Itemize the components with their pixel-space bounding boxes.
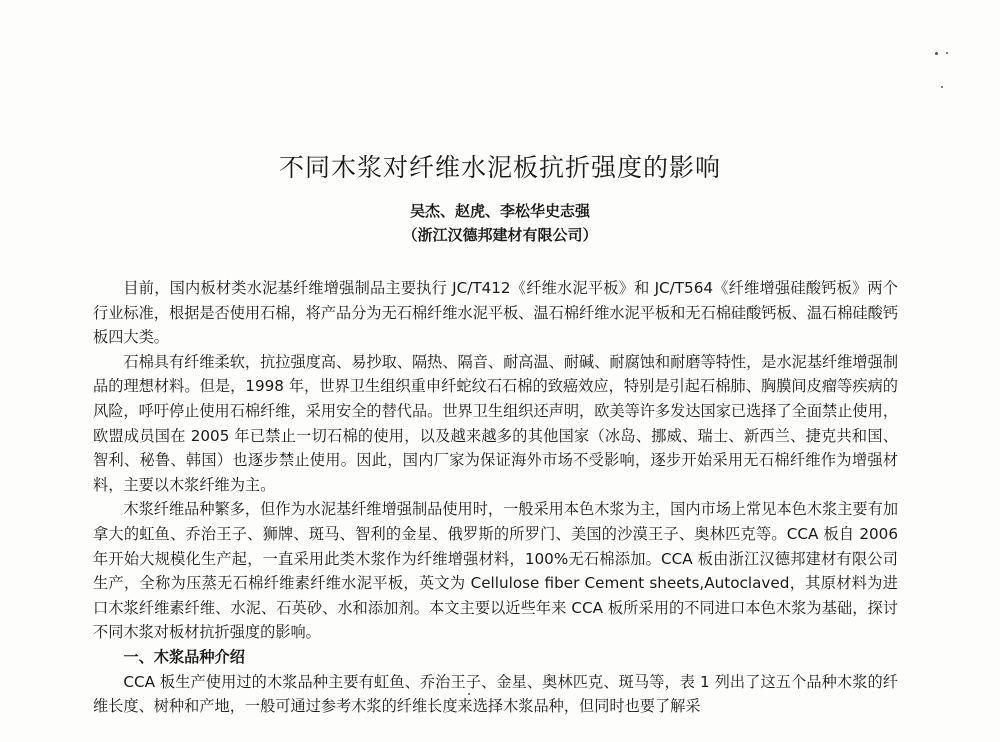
scan-speck [941, 86, 943, 88]
section-paragraph: CCA 板生产使用过的木浆品种主要有虹鱼、乔治王子、金星、奥林匹克、斑马等，表 1 列出了这五个品种木浆的纤维长度、树种和产地，一般可通过参考木浆的纤维长度来选择木浆品种，但同时也要了解采 [93, 672, 898, 716]
paragraph-1: 目前，国内板材类水泥基纤维增强制品主要执行 JC/T412《纤维水泥平板》和 JC/T564《纤维增强硅酸钙板》两个行业标准，根据是否使用石棉，将产品分为无石棉纤维水泥平板、温石棉纤维水泥平板和无石棉硅酸钙板、温石棉硅酸钙板四大类。 [93, 279, 898, 347]
paper-authors: 吴杰、赵虎、李松华史志强 [409, 202, 590, 220]
paragraph-2: 石棉具有纤维柔软，抗拉强度高、易抄取、隔热、隔音、耐高温、耐碱、耐腐蚀和耐磨等特性，是水泥基纤维增强制品的理想材料。但是，1998 年，世界卫生组织重申纤蛇纹石石棉的致癌效应，特别是引起石棉肺、胸膜间皮瘤等疾病的风险，呼吁停止使用石棉纤维，采用安全的替代品。世界卫生组织还声明，欧美等许多发达国家已选择了全面禁止使用，欧盟成员国在 2005 年已禁止一切石棉的使用，以及越来越多的其他国家（冰岛、挪威、瑞士、新西兰、捷克共和国、智利、秘鲁、韩国）也逐步禁止使用。因此，国内厂家为保证海外市场不受影响，逐步开始采用无石棉纤维作为增强材料，主要以木浆纤维为主。 [93, 352, 898, 494]
scan-speck [935, 52, 938, 55]
paper-affiliation: （浙江汉德邦建材有限公司） [402, 226, 598, 244]
paper-body [93, 276, 898, 719]
paragraph-3: 木浆纤维品种繁多，但作为水泥基纤维增强制品使用时，一般采用本色木浆为主，国内市场上常见本色木浆主要有加拿大的虹鱼、乔治王子、狮牌、斑马、智利的金星、俄罗斯的所罗门、美国的沙漠王子、奥林匹克等。CCA 板自 2006 年开始大规模化生产起，一直采用此类木浆作为纤维增强材料，100%无石棉添加。CCA 板由浙江汉德邦建材有限公司生产，全称为压蒸无石棉纤维素纤维水泥平板，英文为 Cellulose fiber Cement sheets,Autoclaved，其原材料为进口木浆纤维素纤维、水泥、石英砂、水和添加剂。本文主要以近些年来 CCA 板所采用的不同进口本色木浆为基础，探讨不同木浆对板材抗折强度的影响。 [93, 500, 898, 642]
scan-speck [468, 693, 470, 695]
section-heading: 一、木浆品种介绍 [123, 647, 245, 666]
scan-speck [946, 52, 948, 54]
paper-title: 不同木浆对纤维水泥板抗折强度的影响 [278, 153, 721, 182]
